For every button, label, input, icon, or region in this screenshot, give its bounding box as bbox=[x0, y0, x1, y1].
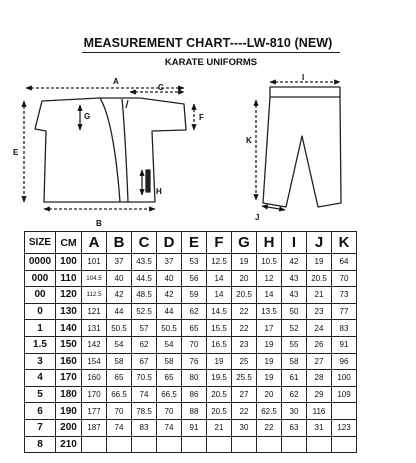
table-cell: 62 bbox=[132, 336, 157, 353]
table-cell: 96 bbox=[332, 353, 357, 370]
size-cell: 00 bbox=[25, 287, 56, 304]
table-cell: 76 bbox=[182, 353, 207, 370]
table-cell: 70 bbox=[157, 403, 182, 420]
label-g: G bbox=[84, 112, 91, 121]
table-cell: 91 bbox=[332, 336, 357, 353]
table-cell: 62.5 bbox=[257, 403, 282, 420]
size-cell: 4 bbox=[25, 370, 56, 387]
cm-cell: 190 bbox=[56, 403, 82, 420]
size-cell: 1.5 bbox=[25, 336, 56, 353]
table-cell: 86 bbox=[182, 386, 207, 403]
table-cell: 83 bbox=[132, 419, 157, 436]
table-cell: 19 bbox=[207, 353, 232, 370]
jacket-outline bbox=[35, 98, 186, 202]
table-cell: 80 bbox=[182, 370, 207, 387]
table-cell: 88 bbox=[182, 403, 207, 420]
table-cell: 37 bbox=[107, 254, 132, 271]
size-cell: 7 bbox=[25, 419, 56, 436]
cm-cell: 160 bbox=[56, 353, 82, 370]
size-cell: 1 bbox=[25, 320, 56, 337]
table-cell: 20 bbox=[232, 270, 257, 287]
table-cell: 19.5 bbox=[207, 370, 232, 387]
table-cell: 56 bbox=[182, 270, 207, 287]
table-cell: 22 bbox=[232, 320, 257, 337]
size-cell: 6 bbox=[25, 403, 56, 420]
table-cell bbox=[232, 436, 257, 453]
table-cell: 62 bbox=[282, 386, 307, 403]
table-cell: 187 bbox=[82, 419, 107, 436]
table-cell: 21 bbox=[207, 419, 232, 436]
table-cell: 23 bbox=[307, 303, 332, 320]
table-cell: 50.5 bbox=[107, 320, 132, 337]
cm-cell: 130 bbox=[56, 303, 82, 320]
cm-cell: 200 bbox=[56, 419, 82, 436]
table-cell: 52.5 bbox=[132, 303, 157, 320]
table-row bbox=[25, 254, 357, 271]
column-header-i: I bbox=[282, 232, 307, 254]
jacket-lapel-inner bbox=[126, 100, 128, 108]
table-cell: 20.5 bbox=[207, 403, 232, 420]
table-cell: 50.5 bbox=[157, 320, 182, 337]
column-header-g: G bbox=[232, 232, 257, 254]
table-cell: 83 bbox=[332, 320, 357, 337]
table-cell: 65 bbox=[182, 320, 207, 337]
table-cell bbox=[82, 436, 107, 453]
label-e: E bbox=[13, 148, 19, 157]
label-i: I bbox=[302, 73, 305, 82]
table-cell: 55 bbox=[282, 336, 307, 353]
table-cell: 53 bbox=[182, 254, 207, 271]
table-head bbox=[25, 232, 357, 254]
table-cell: 19 bbox=[307, 254, 332, 271]
table-cell: 104.5 bbox=[82, 270, 107, 287]
chart-subtitle: KARATE UNIFORMS bbox=[164, 57, 258, 68]
table-cell: 37 bbox=[157, 254, 182, 271]
table-cell: 20.5 bbox=[307, 270, 332, 287]
table-cell: 19 bbox=[257, 353, 282, 370]
table-header-row bbox=[25, 232, 357, 254]
table-cell: 24 bbox=[307, 320, 332, 337]
table-row bbox=[25, 370, 357, 387]
table-cell: 31 bbox=[307, 419, 332, 436]
table-cell: 22 bbox=[232, 303, 257, 320]
table-cell: 91 bbox=[182, 419, 207, 436]
table-cell: 61 bbox=[282, 370, 307, 387]
table-cell: 44.5 bbox=[132, 270, 157, 287]
table-cell: 43.5 bbox=[132, 254, 157, 271]
table-cell: 70 bbox=[182, 336, 207, 353]
table-cell: 74 bbox=[132, 386, 157, 403]
table-cell: 19 bbox=[257, 336, 282, 353]
table-cell: 59 bbox=[182, 287, 207, 304]
table-cell: 19 bbox=[232, 254, 257, 271]
table-cell: 22 bbox=[232, 403, 257, 420]
uniform-diagram bbox=[0, 70, 416, 230]
table-cell: 40 bbox=[107, 270, 132, 287]
pants-waistband bbox=[270, 87, 340, 97]
label-a: A bbox=[113, 77, 119, 86]
table-cell: 30 bbox=[232, 419, 257, 436]
table-cell: 65 bbox=[157, 370, 182, 387]
cm-cell: 140 bbox=[56, 320, 82, 337]
column-header-c: C bbox=[132, 232, 157, 254]
table-cell: 19 bbox=[257, 370, 282, 387]
label-f: F bbox=[199, 113, 204, 122]
table-cell: 42 bbox=[107, 287, 132, 304]
table-row bbox=[25, 303, 357, 320]
table-cell: 121 bbox=[82, 303, 107, 320]
column-header-h: H bbox=[257, 232, 282, 254]
label-j: J bbox=[255, 213, 260, 222]
column-header-b: B bbox=[107, 232, 132, 254]
subtitle-rule bbox=[82, 52, 340, 68]
table-cell: 70 bbox=[107, 403, 132, 420]
table-cell: 20.5 bbox=[232, 287, 257, 304]
table-cell: 78.5 bbox=[132, 403, 157, 420]
table-cell: 48.5 bbox=[132, 287, 157, 304]
table-row bbox=[25, 436, 357, 453]
cm-cell: 150 bbox=[56, 336, 82, 353]
table-cell: 77 bbox=[332, 303, 357, 320]
cm-cell: 110 bbox=[56, 270, 82, 287]
table-row bbox=[25, 419, 357, 436]
table-cell bbox=[282, 436, 307, 453]
size-cell: 3 bbox=[25, 353, 56, 370]
size-cell: 000 bbox=[25, 270, 56, 287]
table-cell: 25 bbox=[232, 353, 257, 370]
size-cell: 0 bbox=[25, 303, 56, 320]
table-cell: 25.5 bbox=[232, 370, 257, 387]
table-cell: 131 bbox=[82, 320, 107, 337]
cm-cell: 180 bbox=[56, 386, 82, 403]
table-cell: 40 bbox=[157, 270, 182, 287]
column-header-f: F bbox=[207, 232, 232, 254]
table-cell: 43 bbox=[282, 287, 307, 304]
table-cell: 50 bbox=[282, 303, 307, 320]
size-cell: 8 bbox=[25, 436, 56, 453]
pants-outline bbox=[263, 97, 341, 207]
table-cell: 44 bbox=[157, 303, 182, 320]
table-row bbox=[25, 287, 357, 304]
table-cell: 27 bbox=[232, 386, 257, 403]
jacket-belt-tie bbox=[146, 170, 150, 192]
table-cell bbox=[157, 436, 182, 453]
table-cell: 58 bbox=[157, 353, 182, 370]
size-cell: 5 bbox=[25, 386, 56, 403]
table-cell: 54 bbox=[107, 336, 132, 353]
table-cell: 26 bbox=[307, 336, 332, 353]
table-cell: 177 bbox=[82, 403, 107, 420]
table-row bbox=[25, 353, 357, 370]
table-cell: 23 bbox=[232, 336, 257, 353]
column-header-d: D bbox=[157, 232, 182, 254]
table-row bbox=[25, 403, 357, 420]
table-cell: 66.5 bbox=[107, 386, 132, 403]
table-cell: 17 bbox=[257, 320, 282, 337]
table-cell: 12.5 bbox=[207, 254, 232, 271]
table-cell: 43 bbox=[282, 270, 307, 287]
table-row bbox=[25, 320, 357, 337]
table-cell: 112.5 bbox=[82, 287, 107, 304]
table-cell: 62 bbox=[182, 303, 207, 320]
table-cell: 14.5 bbox=[207, 303, 232, 320]
pants-drawing bbox=[256, 82, 341, 210]
table-cell bbox=[132, 436, 157, 453]
column-header-j: J bbox=[307, 232, 332, 254]
chart-title: MEASUREMENT CHART----LW-810 (NEW) bbox=[83, 36, 333, 50]
table-cell: 54 bbox=[157, 336, 182, 353]
table-cell: 42 bbox=[157, 287, 182, 304]
jacket-lapel bbox=[122, 99, 128, 202]
table-cell: 142 bbox=[82, 336, 107, 353]
cm-cell: 100 bbox=[56, 254, 82, 271]
table-cell: 30 bbox=[282, 403, 307, 420]
table-cell: 100 bbox=[332, 370, 357, 387]
table-cell: 116 bbox=[307, 403, 332, 420]
jacket-collar bbox=[100, 98, 120, 202]
table-cell bbox=[257, 436, 282, 453]
table-cell: 74 bbox=[107, 419, 132, 436]
measurement-table bbox=[24, 231, 357, 453]
table-cell: 20 bbox=[257, 386, 282, 403]
table-cell: 42 bbox=[282, 254, 307, 271]
table-cell: 65 bbox=[107, 370, 132, 387]
table-cell: 123 bbox=[332, 419, 357, 436]
column-header-k: K bbox=[332, 232, 357, 254]
column-header-cm: CM bbox=[56, 232, 82, 254]
table-cell: 58 bbox=[282, 353, 307, 370]
table-cell: 66.5 bbox=[157, 386, 182, 403]
table-cell bbox=[182, 436, 207, 453]
table-cell: 16.5 bbox=[207, 336, 232, 353]
table-cell: 101 bbox=[82, 254, 107, 271]
table-cell: 58 bbox=[107, 353, 132, 370]
table-cell: 63 bbox=[282, 419, 307, 436]
table-cell: 64 bbox=[332, 254, 357, 271]
table-cell: 52 bbox=[282, 320, 307, 337]
table-cell: 12 bbox=[257, 270, 282, 287]
table-cell: 74 bbox=[157, 419, 182, 436]
table-cell: 10.5 bbox=[257, 254, 282, 271]
column-header-size: SIZE bbox=[25, 232, 56, 254]
table-cell: 15.5 bbox=[207, 320, 232, 337]
label-b: B bbox=[96, 219, 102, 228]
table-body bbox=[25, 254, 357, 453]
table-cell: 73 bbox=[332, 287, 357, 304]
table-cell bbox=[332, 436, 357, 453]
table-cell: 70 bbox=[332, 270, 357, 287]
table-row bbox=[25, 270, 357, 287]
table-cell: 170 bbox=[82, 386, 107, 403]
table-cell: 109 bbox=[332, 386, 357, 403]
cm-cell: 120 bbox=[56, 287, 82, 304]
table-cell: 14 bbox=[207, 270, 232, 287]
table-cell: 154 bbox=[82, 353, 107, 370]
label-h: H bbox=[156, 187, 162, 196]
table-cell: 70.5 bbox=[132, 370, 157, 387]
cm-cell: 170 bbox=[56, 370, 82, 387]
label-k: K bbox=[246, 136, 252, 145]
table-cell: 44 bbox=[107, 303, 132, 320]
jacket-drawing bbox=[24, 88, 194, 209]
cm-cell: 210 bbox=[56, 436, 82, 453]
table-cell: 27 bbox=[307, 353, 332, 370]
table-cell: 67 bbox=[132, 353, 157, 370]
table-row bbox=[25, 386, 357, 403]
table-cell: 160 bbox=[82, 370, 107, 387]
table-cell bbox=[107, 436, 132, 453]
table-cell: 29 bbox=[307, 386, 332, 403]
table-cell: 14 bbox=[257, 287, 282, 304]
table-cell: 20.5 bbox=[207, 386, 232, 403]
table-cell: 21 bbox=[307, 287, 332, 304]
column-header-e: E bbox=[182, 232, 207, 254]
label-c: C bbox=[158, 83, 164, 92]
table-cell: 22 bbox=[257, 419, 282, 436]
table-cell: 14 bbox=[207, 287, 232, 304]
table-cell: 13.5 bbox=[257, 303, 282, 320]
size-cell: 0000 bbox=[25, 254, 56, 271]
table-row bbox=[25, 336, 357, 353]
table-cell: 57 bbox=[132, 320, 157, 337]
table-cell bbox=[307, 436, 332, 453]
column-header-a: A bbox=[82, 232, 107, 254]
table-cell: 28 bbox=[307, 370, 332, 387]
table-cell bbox=[332, 403, 357, 420]
table-cell bbox=[207, 436, 232, 453]
